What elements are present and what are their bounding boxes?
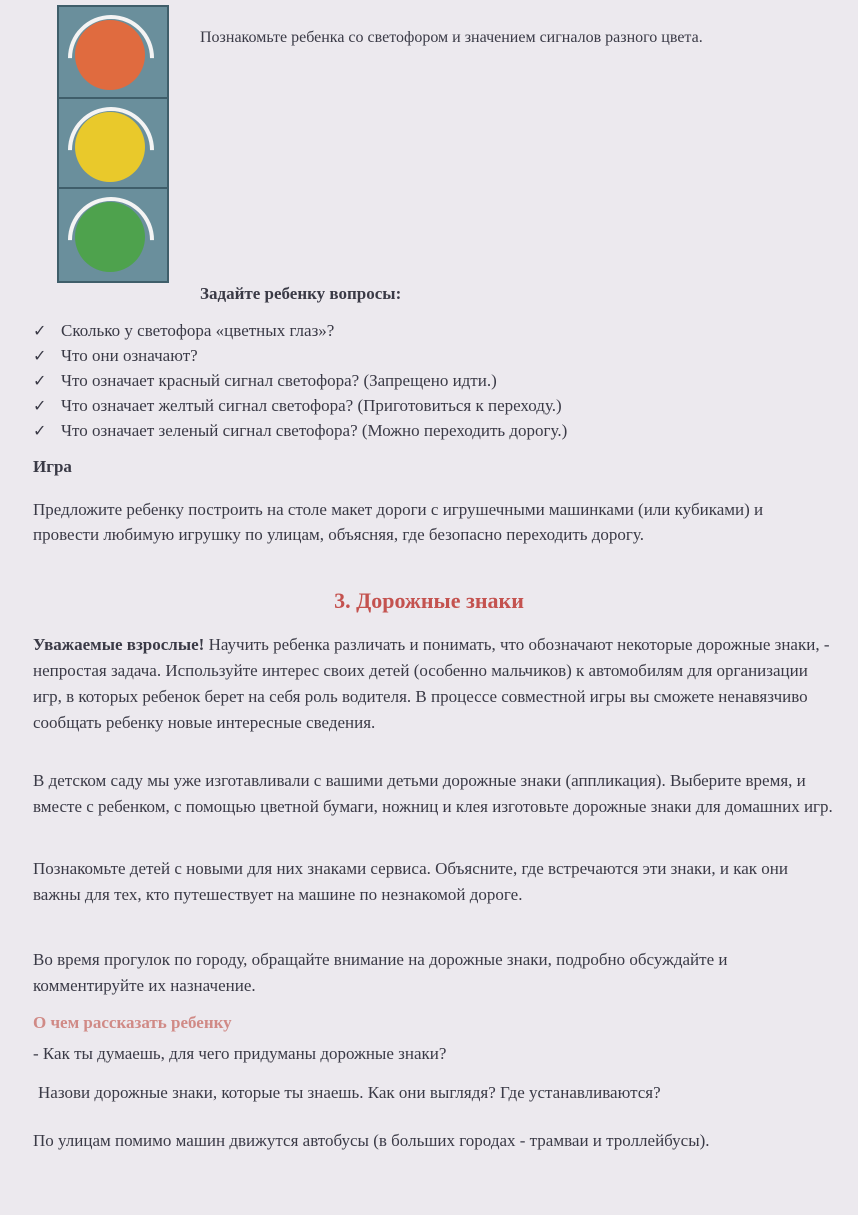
intro-text: Познакомьте ребенка со светофором и значением сигналов разного цвета. [200, 29, 703, 46]
checkmark-icon: ✓ [33, 396, 47, 415]
traffic-light-yellow-section [59, 97, 167, 187]
list-item: ✓ Что означает зеленый сигнал светофора? (Можно переходить дорогу.) [33, 418, 567, 443]
game-heading: Игра [33, 457, 72, 476]
paragraph-lead: Уважаемые взрослые! [33, 635, 205, 654]
questions-list [33, 318, 567, 443]
traffic-light-red-section [59, 7, 167, 95]
tell-line: По улицам помимо машин движутся автобусы (в больших городах - трамваи и троллейбусы). [33, 1131, 710, 1150]
tell-heading: О чем рассказать ребенку [33, 1013, 232, 1032]
tell-line: - Как ты думаешь, для чего придуманы дорожные знаки? [33, 1044, 447, 1063]
paragraph-applique: В детском саду мы уже изготавливали с вашими детьми дорожные знаки (аппликация). Выберите время, и вместе с ребенком, с помощью цветной бумаги, ножниц и клея изготовьте дорожные знаки для домашних игр. [33, 771, 833, 816]
lamp-visor-icon [50, 179, 172, 301]
checkmark-icon: ✓ [33, 346, 47, 365]
paragraph-walks: Во время прогулок по городу, обращайте внимание на дорожные знаки, подробно обсуждайте и комментируйте их назначение. [33, 950, 728, 995]
checkmark-icon: ✓ [33, 421, 47, 440]
list-item: ✓ Что означает желтый сигнал светофора? (Приготовиться к переходу.) [33, 393, 567, 418]
traffic-light-green-section [59, 187, 167, 277]
list-item: ✓ Что означает красный сигнал светофора? (Запрещено идти.) [33, 368, 567, 393]
list-item: ✓ Что они означают? [33, 343, 567, 368]
paragraph-service-signs: Познакомьте детей с новыми для них знаками сервиса. Объясните, где встречаются эти знаки, и как они важны для тех, кто путешествует на машине по незнакомой дороге. [33, 859, 788, 904]
checkmark-icon: ✓ [33, 321, 47, 340]
tell-line: Назови дорожные знаки, которые ты знаешь. Как они выглядя? Где устанавливаются? [38, 1083, 661, 1102]
traffic-light-image [57, 5, 169, 283]
list-item: ✓ Сколько у светофора «цветных глаз»? [33, 318, 567, 343]
questions-heading: Задайте ребенку вопросы: [200, 284, 402, 303]
section-title: 3. Дорожные знаки [334, 588, 524, 613]
game-text: Предложите ребенку построить на столе макет дороги с игрушечными машинками (или кубиками) и провести любимую игрушку по улицам, объясняя, где безопасно переходить дорогу. [33, 500, 764, 544]
checkmark-icon: ✓ [33, 371, 47, 390]
paragraph-dear-adults: Уважаемые взрослые! Научить ребенка различать и понимать, что обозначают некоторые дорожные знаки, - непростая задача. Используйте интерес своих детей (особенно мальчиков) к автомобилям для организации игр, в которых ребенок берет на себя роль водителя. В процессе совместной игры вы сможете ненавязчиво сообщать ребенку новые интересные сведения. [33, 635, 830, 732]
